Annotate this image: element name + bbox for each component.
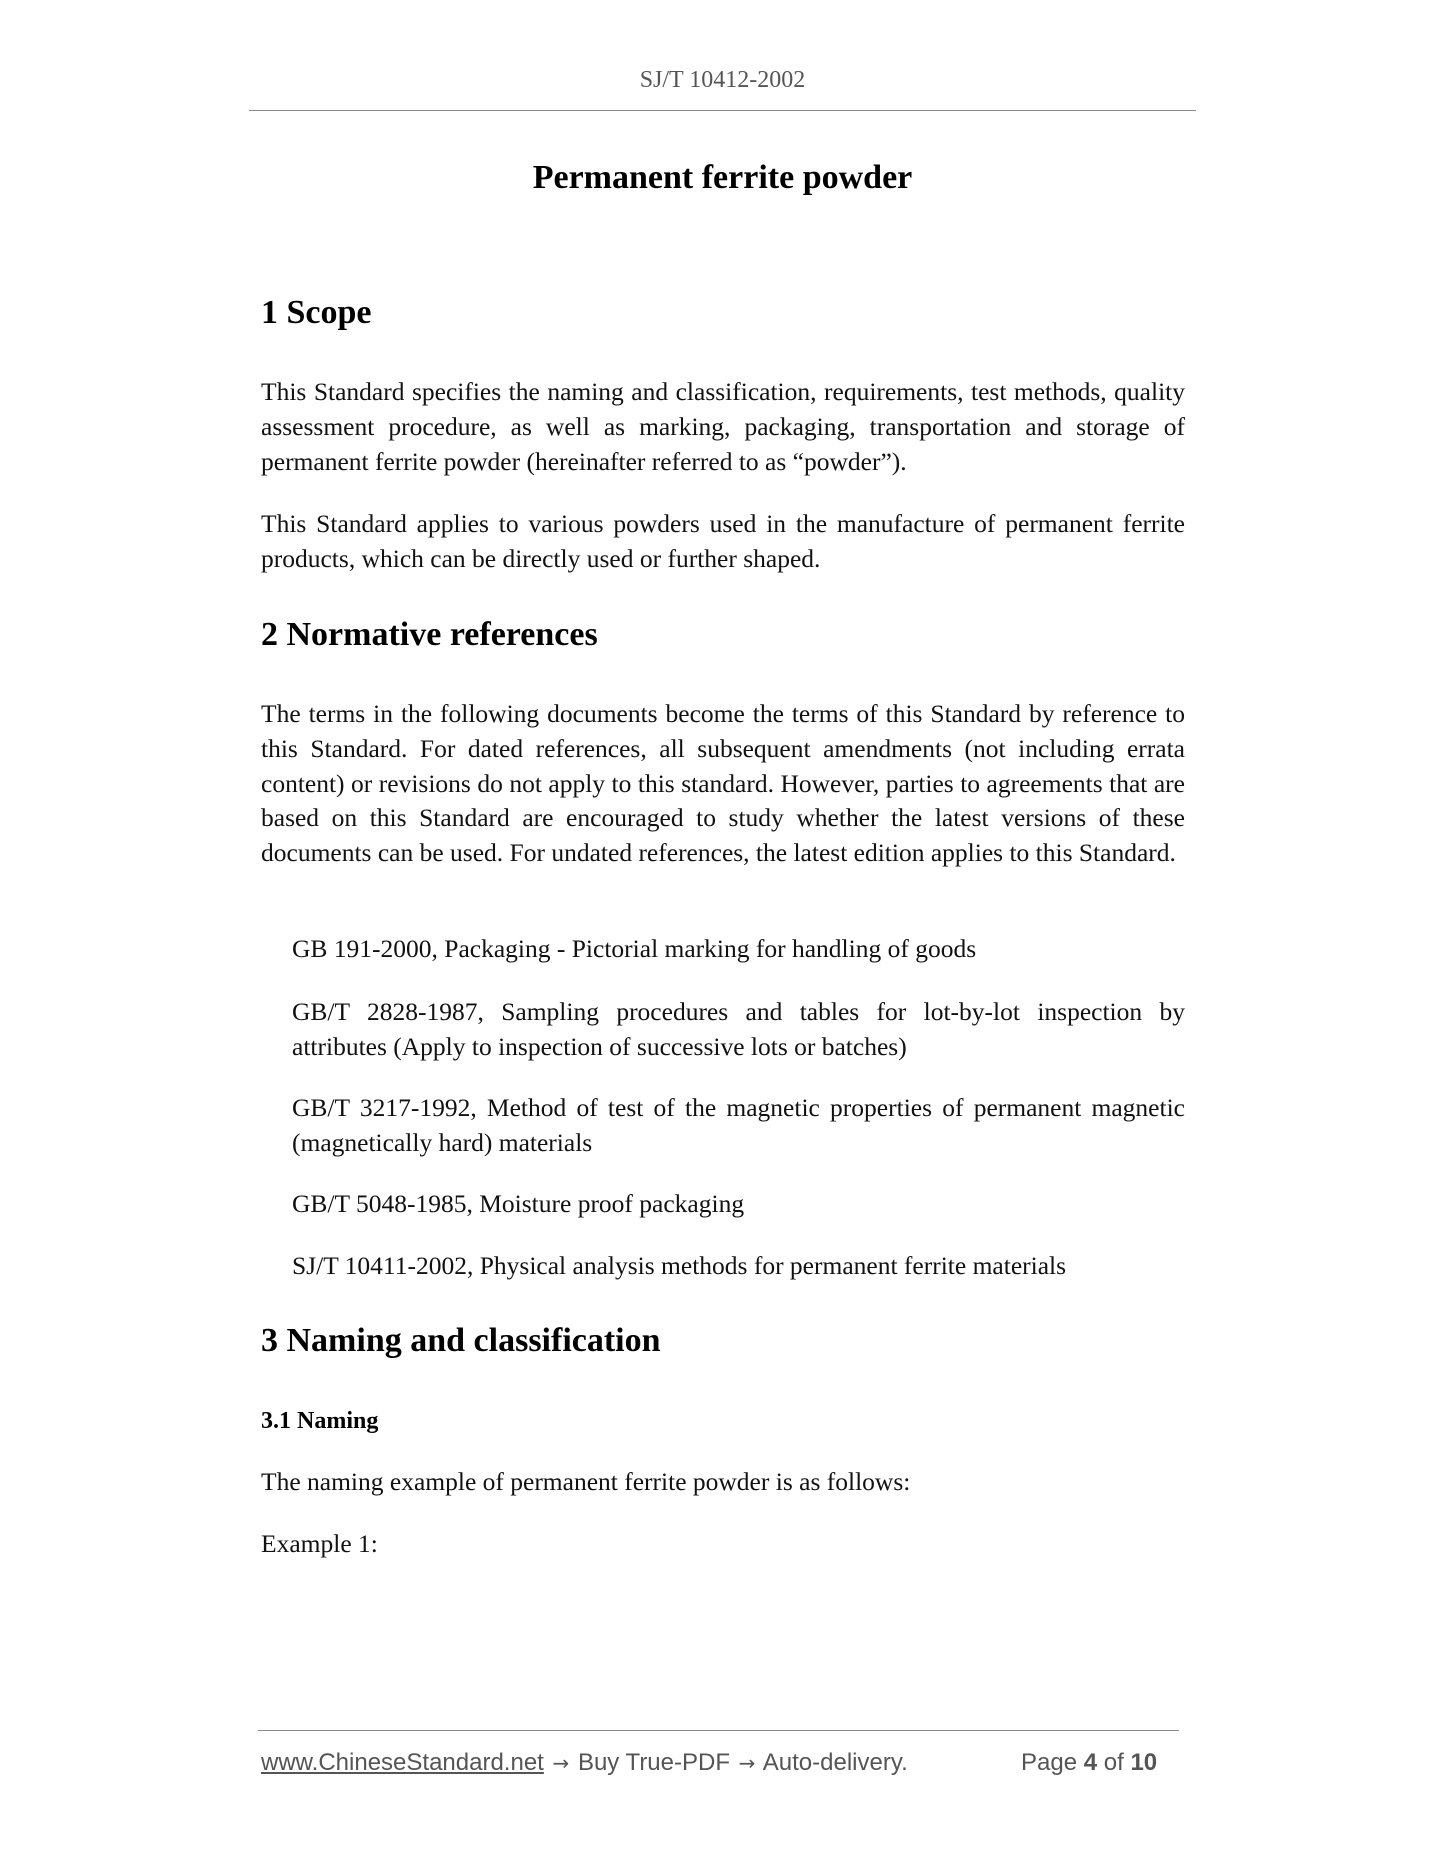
- page-header-text: SJ/T 10412-2002: [639, 67, 806, 93]
- page-total: 10: [1130, 1749, 1158, 1776]
- chinesestandard-link[interactable]: www.ChineseStandard.net: [261, 1749, 544, 1776]
- page-label: Page: [1021, 1749, 1078, 1776]
- reference-item: GB/T 2828-1987, Sampling procedures and tables for lot-by-lot inspection by attributes (Apply to inspection of successive lots or batches): [292, 997, 1185, 1061]
- page-of-label: of: [1103, 1749, 1124, 1776]
- reference-item: GB 191-2000, Packaging - Pictorial marking for handling of goods: [292, 934, 977, 963]
- reference-item: GB/T 5048-1985, Moisture proof packaging: [292, 1189, 745, 1218]
- page-footer: [261, 1748, 1181, 1778]
- section-heading-naming-classification: 3 Naming and classification: [261, 1322, 661, 1359]
- document-title: Permanent ferrite powder: [532, 159, 913, 196]
- page-current: 4: [1083, 1749, 1098, 1776]
- reference-item: GB/T 3217-1992, Method of test of the magnetic properties of permanent magnetic (magnetically hard) materials: [292, 1093, 1185, 1157]
- paragraph: The naming example of permanent ferrite powder is as follows:: [261, 1467, 911, 1496]
- section-heading-scope: 1 Scope: [261, 294, 372, 331]
- header-rule: [249, 110, 1196, 111]
- arrow-right-icon: →: [552, 1751, 570, 1775]
- example-label: Example 1:: [261, 1529, 378, 1558]
- paragraph: This Standard specifies the naming and classification, requirements, test methods, quality assessment procedure, as well as marking, packaging, transportation and storage of permanent ferrite powder (hereinafter referred to as “powder”).: [261, 377, 1185, 476]
- footer-step-delivery: Auto-delivery.: [762, 1749, 908, 1776]
- arrow-right-icon: →: [738, 1751, 756, 1775]
- footer-rule: [258, 1730, 1179, 1731]
- footer-step-buy: Buy True-PDF: [577, 1749, 730, 1776]
- paragraph: The terms in the following documents become the terms of this Standard by reference to this Standard. For dated references, all subsequent amendments (not including errata content) or revisions do not apply to this standard. However, parties to agreements that are based on this Standard are encouraged to study whether the latest versions of these documents can be used. For undated references, the latest edition applies to this Standard.: [261, 699, 1185, 868]
- paragraph: This Standard applies to various powders used in the manufacture of permanent ferrite products, which can be directly used or further shaped.: [261, 509, 1185, 573]
- subsection-heading-naming: 3.1 Naming: [261, 1408, 379, 1434]
- reference-item: SJ/T 10411-2002, Physical analysis methods for permanent ferrite materials: [292, 1251, 1067, 1280]
- page-indicator: [1021, 1748, 1157, 1778]
- section-heading-normative-references: 2 Normative references: [261, 616, 598, 653]
